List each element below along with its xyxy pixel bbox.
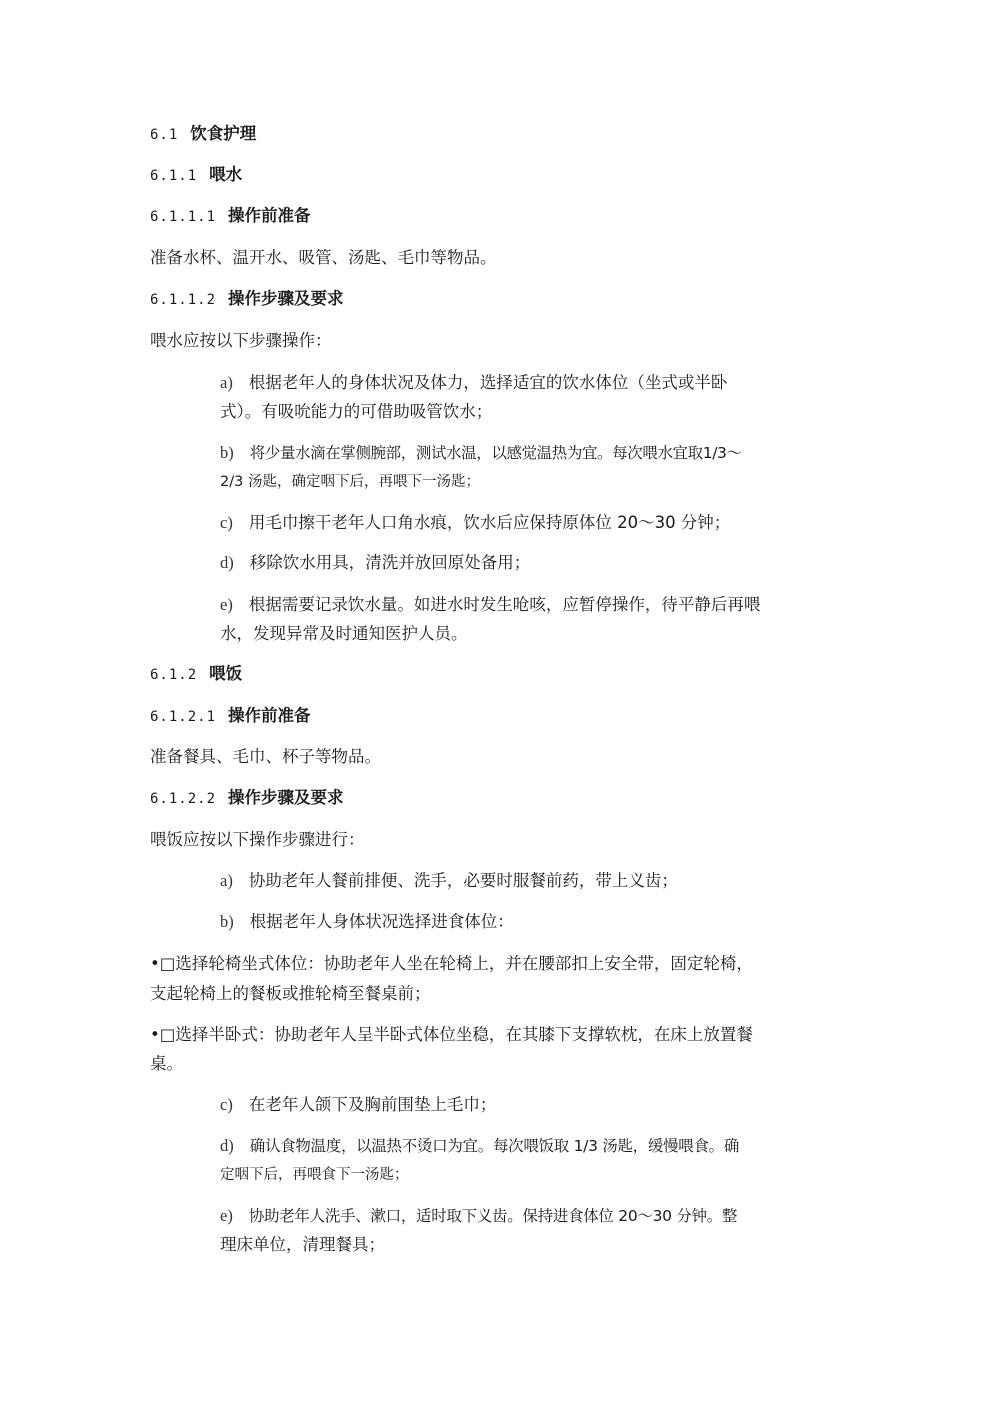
heading-rice-prep xyxy=(150,699,850,734)
water-step-c xyxy=(220,506,850,540)
water-step-a-cont: 式）。有吸吮能力的可借助吸管饮水； xyxy=(220,402,493,421)
rice-steps-intro: 喂饭应按以下操作步骤进行： xyxy=(150,830,365,849)
list-marker: d) xyxy=(220,1136,234,1155)
rice-step-b xyxy=(220,905,850,939)
rice-step-a xyxy=(220,864,850,898)
list-text: 在老年人颌下及胸前围垫上毛巾； xyxy=(248,1095,497,1114)
water-step-e-cont: 水，发现异常及时通知医护人员。 xyxy=(220,624,468,643)
heading-title: 操作步骤及要求 xyxy=(228,788,344,807)
rice-bullet-semi-recline: •□选择半卧式：协助老年人呈半卧式体位坐稳，在其膝下支撑软枕，在床上放置餐 xyxy=(150,1025,753,1044)
section-number: 6.1 xyxy=(150,127,179,143)
subsection-number: 6.1.2 xyxy=(150,667,198,683)
water-steps-intro: 喂水应按以下步骤操作： xyxy=(150,331,332,350)
heading-title: 操作前准备 xyxy=(228,706,311,725)
rice-bullet-semi-recline-cont: 桌。 xyxy=(150,1054,183,1073)
section-heading xyxy=(150,117,850,152)
list-text: 协助老年人洗手、漱口，适时取下义齿。保持进食体位 20～30 分钟。整 xyxy=(248,1207,738,1225)
list-marker: b) xyxy=(220,443,234,462)
list-marker: c) xyxy=(220,513,233,532)
list-marker: b) xyxy=(220,912,234,931)
heading-number: 6.1.1.1 xyxy=(150,209,217,225)
list-text: 根据需要记录饮水量。如进水时发生呛咳，应暂停操作，待平静后再喂 xyxy=(248,595,761,614)
rice-prep-text: 准备餐具、毛巾、杯子等物品。 xyxy=(150,747,381,766)
heading-title: 操作步骤及要求 xyxy=(228,289,344,308)
list-text: 确认食物温度，以温热不烫口为宜。每次喂饭取 1/3 汤匙，缓慢喂食。确 xyxy=(249,1137,740,1155)
list-text: 根据老年人身体状况选择进食体位： xyxy=(249,912,514,931)
subsection-heading-water xyxy=(150,158,850,193)
rice-step-d-cont: 定咽下后，再喂食下一汤匙； xyxy=(220,1167,409,1183)
list-text: 移除饮水用具，清洗并放回原处备用； xyxy=(249,553,531,572)
list-text: 用毛巾擦干老年人口角水痕，饮水后应保持原体位 20～30 分钟； xyxy=(248,513,731,532)
heading-title: 操作前准备 xyxy=(228,206,311,225)
heading-rice-steps xyxy=(150,781,850,816)
heading-water-prep xyxy=(150,199,850,234)
list-text: 协助老年人餐前排便、洗手，必要时服餐前药，带上义齿； xyxy=(248,871,678,890)
list-marker: d) xyxy=(220,553,234,572)
list-marker: e) xyxy=(220,1206,233,1225)
heading-number: 6.1.2.1 xyxy=(150,709,217,725)
rice-bullet-wheelchair-cont: 支起轮椅上的餐板或推轮椅至餐桌前； xyxy=(150,984,431,1003)
list-marker: c) xyxy=(220,1095,233,1114)
heading-number: 6.1.1.2 xyxy=(150,292,217,308)
heading-number: 6.1.2.2 xyxy=(150,791,217,807)
list-marker: a) xyxy=(220,373,233,392)
section-title: 饮食护理 xyxy=(190,124,257,143)
rice-step-e-cont: 理床单位，清理餐具； xyxy=(220,1235,385,1254)
water-step-b-cont: 2/3 汤匙，确定咽下后，再喂下一汤匙； xyxy=(220,474,480,490)
list-marker: e) xyxy=(220,595,233,614)
subsection-title: 喂饭 xyxy=(209,664,243,683)
list-marker: a) xyxy=(220,871,233,890)
subsection-title: 喂水 xyxy=(209,165,243,184)
water-prep-text: 准备水杯、温开水、吸管、汤匙、毛巾等物品。 xyxy=(150,248,497,267)
subsection-heading-rice xyxy=(150,657,850,692)
list-text: 将少量水滴在掌侧腕部，测试水温，以感觉温热为宜。每次喂水宜取1/3～ xyxy=(249,444,742,462)
list-text: 根据老年人的身体状况及体力，选择适宜的饮水体位（坐式或半卧 xyxy=(248,373,728,392)
subsection-number: 6.1.1 xyxy=(150,168,198,184)
rice-step-c xyxy=(220,1088,850,1122)
heading-water-steps xyxy=(150,282,850,317)
rice-bullet-wheelchair: •□选择轮椅坐式体位：协助老年人坐在轮椅上，并在腰部扣上安全带，固定轮椅， xyxy=(150,954,753,973)
water-step-d xyxy=(220,546,850,580)
